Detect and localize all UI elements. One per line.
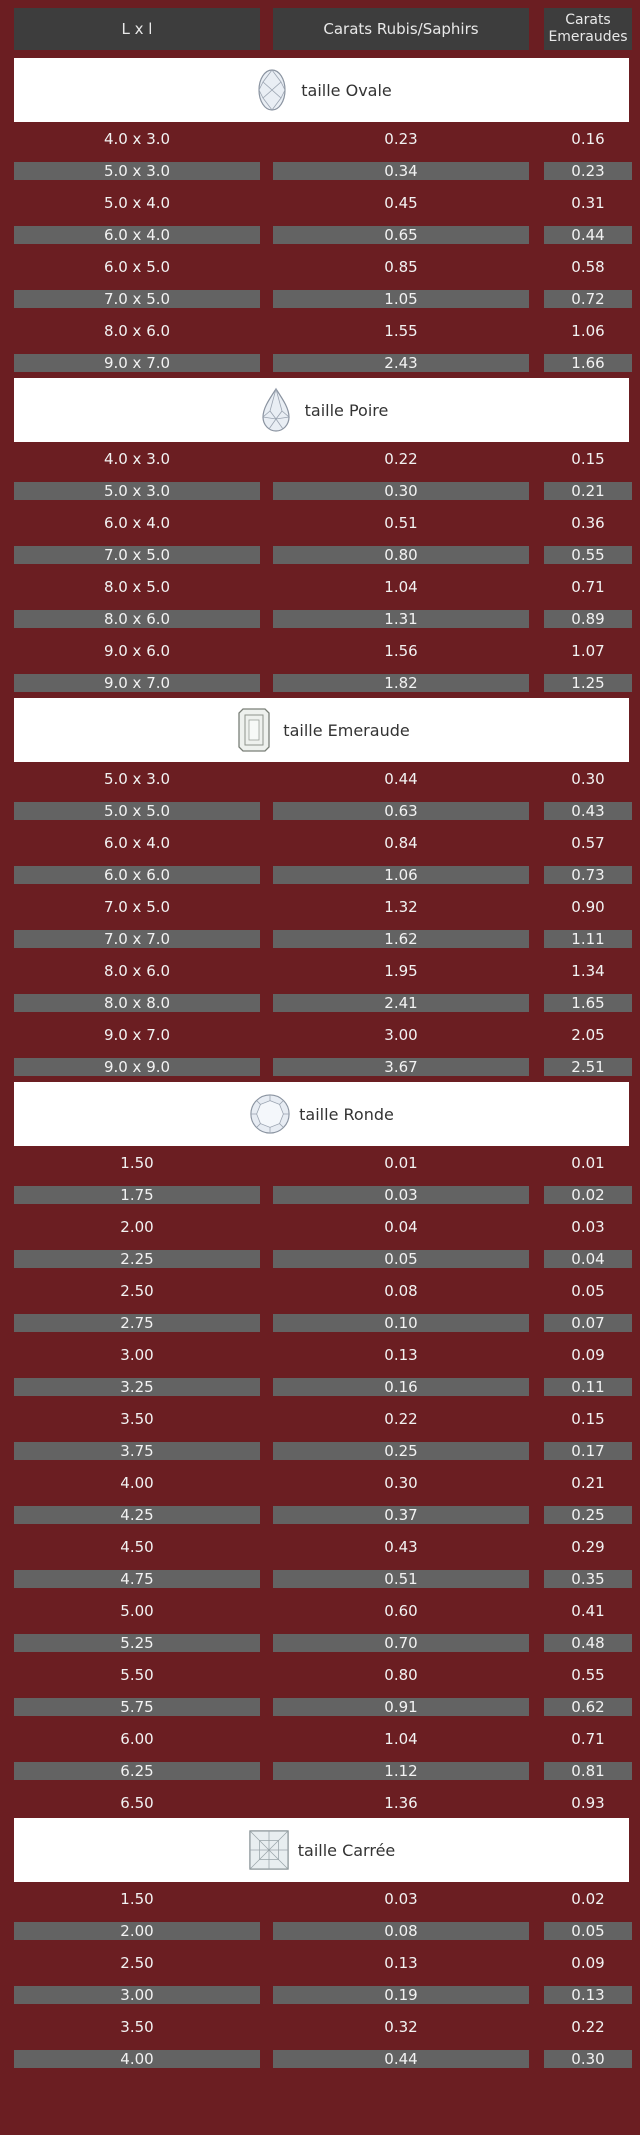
cell-dimensions: 4.75 [14, 1570, 260, 1588]
cell-carats-rubis-saphirs: 0.03 [384, 1890, 418, 1908]
table-row [0, 122, 640, 154]
cell-dimensions: 5.00 [120, 1602, 154, 1620]
column-header-dimensions [14, 8, 260, 50]
cell-carats-emeraudes: 0.73 [544, 866, 632, 884]
cell-carats-emeraudes: 0.71 [571, 578, 605, 596]
cell-carats-emeraudes: 1.65 [544, 994, 632, 1012]
column-header-emeraudes-line2: Emeraudes [548, 29, 628, 45]
emerald-cut-gem-icon [233, 706, 275, 754]
cell-carats-emeraudes: 0.48 [544, 1634, 632, 1652]
cell-carats-emeraudes: 0.90 [571, 898, 605, 916]
table-row [0, 1402, 640, 1434]
cell-carats-rubis-saphirs: 1.32 [384, 898, 418, 916]
cell-carats-rubis-saphirs: 3.00 [384, 1026, 418, 1044]
cell-dimensions: 5.0 x 3.0 [14, 162, 260, 180]
cell-carats-rubis-saphirs: 0.08 [384, 1282, 418, 1300]
cell-carats-emeraudes: 1.07 [571, 642, 605, 660]
cell-carats-rubis-saphirs: 0.13 [384, 1346, 418, 1364]
cell-carats-emeraudes: 0.89 [544, 610, 632, 628]
cell-carats-emeraudes: 0.62 [544, 1698, 632, 1716]
section-label: taille Ronde [299, 1104, 394, 1124]
cell-carats-emeraudes: 0.02 [544, 1186, 632, 1204]
table-row [0, 1690, 640, 1722]
table-row [0, 1306, 640, 1338]
cell-dimensions: 8.0 x 6.0 [14, 610, 260, 628]
cell-carats-emeraudes: 0.31 [571, 194, 605, 212]
table-row [0, 186, 640, 218]
table-row [0, 1050, 640, 1082]
section-header [14, 58, 629, 122]
cell-dimensions: 6.00 [120, 1730, 154, 1748]
section-header [14, 698, 629, 762]
cell-carats-rubis-saphirs: 0.08 [273, 1922, 529, 1940]
cell-dimensions: 6.0 x 4.0 [103, 834, 171, 852]
cell-carats-emeraudes: 0.05 [571, 1282, 605, 1300]
cell-carats-emeraudes: 0.15 [571, 450, 605, 468]
cell-carats-emeraudes: 0.72 [544, 290, 632, 308]
column-header-rubis-saphirs-label: Carats Rubis/Saphirs [323, 19, 479, 38]
cell-carats-rubis-saphirs: 0.22 [384, 450, 418, 468]
cell-dimensions: 2.75 [14, 1314, 260, 1332]
cell-carats-emeraudes: 0.03 [571, 1218, 605, 1236]
cell-carats-rubis-saphirs: 0.30 [273, 482, 529, 500]
cell-dimensions: 2.25 [14, 1250, 260, 1268]
cell-carats-rubis-saphirs: 0.65 [273, 226, 529, 244]
cell-carats-emeraudes: 0.09 [571, 1954, 605, 1972]
cell-dimensions: 3.50 [120, 1410, 154, 1428]
cell-carats-rubis-saphirs: 1.36 [384, 1794, 418, 1812]
cell-dimensions: 6.0 x 5.0 [103, 258, 171, 276]
cell-carats-rubis-saphirs: 1.95 [384, 962, 418, 980]
table-row [0, 1274, 640, 1306]
table-row [0, 474, 640, 506]
cell-carats-rubis-saphirs: 1.62 [273, 930, 529, 948]
cell-carats-emeraudes: 0.71 [571, 1730, 605, 1748]
cell-carats-emeraudes: 0.36 [571, 514, 605, 532]
cell-carats-rubis-saphirs: 1.06 [273, 866, 529, 884]
cell-carats-emeraudes: 0.30 [571, 770, 605, 788]
table-row [0, 1658, 640, 1690]
cell-carats-rubis-saphirs: 1.56 [384, 642, 418, 660]
table-row [0, 1242, 640, 1274]
cell-dimensions: 6.0 x 6.0 [14, 866, 260, 884]
table-row [0, 666, 640, 698]
cell-carats-rubis-saphirs: 0.05 [273, 1250, 529, 1268]
princess-gem-icon [248, 1826, 290, 1874]
cell-dimensions: 2.00 [120, 1218, 154, 1236]
cell-carats-rubis-saphirs: 0.37 [273, 1506, 529, 1524]
cell-dimensions: 5.75 [14, 1698, 260, 1716]
cell-carats-rubis-saphirs: 0.80 [273, 546, 529, 564]
cell-carats-rubis-saphirs: 0.91 [273, 1698, 529, 1716]
cell-carats-emeraudes: 0.16 [571, 130, 605, 148]
table-row [0, 2042, 640, 2074]
cell-dimensions: 9.0 x 7.0 [103, 1026, 171, 1044]
cell-carats-emeraudes: 0.02 [571, 1890, 605, 1908]
table-row [0, 1530, 640, 1562]
section-header [14, 1818, 629, 1882]
cell-dimensions: 8.0 x 5.0 [103, 578, 171, 596]
section-header [14, 1082, 629, 1146]
cell-dimensions: 8.0 x 6.0 [103, 962, 171, 980]
cell-dimensions: 9.0 x 6.0 [103, 642, 171, 660]
cell-carats-rubis-saphirs: 1.82 [273, 674, 529, 692]
cell-carats-rubis-saphirs: 0.84 [384, 834, 418, 852]
table-row [0, 954, 640, 986]
cell-carats-emeraudes: 1.11 [544, 930, 632, 948]
table-row [0, 1146, 640, 1178]
table-row [0, 1946, 640, 1978]
cell-carats-rubis-saphirs: 1.55 [384, 322, 418, 340]
cell-dimensions: 4.25 [14, 1506, 260, 1524]
cell-carats-emeraudes: 0.30 [544, 2050, 632, 2068]
column-header-rubis-saphirs [273, 8, 529, 50]
cell-carats-rubis-saphirs: 0.51 [384, 514, 418, 532]
cell-dimensions: 2.00 [14, 1922, 260, 1940]
cell-dimensions: 2.50 [120, 1282, 154, 1300]
cell-dimensions: 2.50 [120, 1954, 154, 1972]
table-row [0, 1498, 640, 1530]
cell-carats-rubis-saphirs: 0.30 [384, 1474, 418, 1492]
cell-carats-rubis-saphirs: 0.23 [384, 130, 418, 148]
cell-carats-rubis-saphirs: 0.03 [273, 1186, 529, 1204]
cell-carats-emeraudes: 2.05 [571, 1026, 605, 1044]
cell-carats-rubis-saphirs: 3.67 [273, 1058, 529, 1076]
cell-dimensions: 5.0 x 3.0 [103, 770, 171, 788]
cell-carats-rubis-saphirs: 0.44 [273, 2050, 529, 2068]
table-row [0, 1786, 640, 1818]
cell-carats-emeraudes: 0.04 [544, 1250, 632, 1268]
cell-dimensions: 6.0 x 4.0 [103, 514, 171, 532]
cell-dimensions: 5.0 x 3.0 [14, 482, 260, 500]
cell-dimensions: 4.0 x 3.0 [103, 450, 171, 468]
cell-carats-rubis-saphirs: 0.60 [384, 1602, 418, 1620]
cell-dimensions: 9.0 x 7.0 [14, 354, 260, 372]
cell-dimensions: 4.50 [120, 1538, 154, 1556]
table-row [0, 1914, 640, 1946]
cell-carats-emeraudes: 0.41 [571, 1602, 605, 1620]
cell-carats-emeraudes: 0.25 [544, 1506, 632, 1524]
table-row [0, 506, 640, 538]
table-row [0, 602, 640, 634]
cell-dimensions: 6.0 x 4.0 [14, 226, 260, 244]
table-row [0, 1882, 640, 1914]
table-row [0, 218, 640, 250]
cell-dimensions: 5.0 x 5.0 [14, 802, 260, 820]
section-label: taille Poire [304, 400, 389, 420]
cell-carats-emeraudes: 0.29 [571, 1538, 605, 1556]
cell-carats-rubis-saphirs: 1.05 [273, 290, 529, 308]
cell-dimensions: 7.0 x 7.0 [14, 930, 260, 948]
pear-gem-icon [255, 386, 297, 434]
cell-carats-rubis-saphirs: 0.19 [273, 1986, 529, 2004]
section-label: taille Ovale [301, 80, 392, 100]
cell-dimensions: 3.00 [14, 1986, 260, 2004]
table-row [0, 762, 640, 794]
cell-carats-rubis-saphirs: 0.32 [384, 2018, 418, 2036]
cell-dimensions: 9.0 x 7.0 [14, 674, 260, 692]
table-row [0, 1562, 640, 1594]
cell-carats-rubis-saphirs: 0.80 [384, 1666, 418, 1684]
table-row [0, 1754, 640, 1786]
cell-dimensions: 4.00 [120, 1474, 154, 1492]
table-row [0, 314, 640, 346]
cell-carats-rubis-saphirs: 0.34 [273, 162, 529, 180]
cell-carats-emeraudes: 0.07 [544, 1314, 632, 1332]
cell-carats-emeraudes: 1.34 [571, 962, 605, 980]
table-row [0, 858, 640, 890]
table-row [0, 1178, 640, 1210]
cell-dimensions: 8.0 x 6.0 [103, 322, 171, 340]
table-row [0, 1370, 640, 1402]
cell-carats-rubis-saphirs: 0.44 [384, 770, 418, 788]
table-row [0, 1210, 640, 1242]
cell-carats-rubis-saphirs: 2.41 [273, 994, 529, 1012]
section-label: taille Carrée [297, 1840, 396, 1860]
cell-carats-emeraudes: 0.13 [544, 1986, 632, 2004]
cell-dimensions: 5.25 [14, 1634, 260, 1652]
table-row [0, 922, 640, 954]
table-row [0, 154, 640, 186]
oval-gem-icon [251, 66, 293, 114]
table-row [0, 794, 640, 826]
cell-carats-rubis-saphirs: 0.85 [384, 258, 418, 276]
cell-carats-emeraudes: 0.21 [544, 482, 632, 500]
cell-carats-rubis-saphirs: 0.22 [384, 1410, 418, 1428]
cell-dimensions: 3.75 [14, 1442, 260, 1460]
cell-carats-emeraudes: 0.22 [571, 2018, 605, 2036]
cell-carats-emeraudes: 0.57 [571, 834, 605, 852]
cell-carats-rubis-saphirs: 2.43 [273, 354, 529, 372]
table-row [0, 570, 640, 602]
cell-carats-rubis-saphirs: 0.63 [273, 802, 529, 820]
cell-carats-emeraudes: 0.05 [544, 1922, 632, 1940]
table-row [0, 634, 640, 666]
cell-carats-emeraudes: 0.09 [571, 1346, 605, 1364]
table-row [0, 986, 640, 1018]
table-row [0, 2010, 640, 2042]
cell-carats-emeraudes: 0.21 [571, 1474, 605, 1492]
table-row [0, 538, 640, 570]
cell-carats-emeraudes: 0.81 [544, 1762, 632, 1780]
cell-carats-emeraudes: 0.11 [544, 1378, 632, 1396]
cell-carats-rubis-saphirs: 0.51 [273, 1570, 529, 1588]
cell-carats-rubis-saphirs: 0.45 [384, 194, 418, 212]
cell-carats-emeraudes: 0.15 [571, 1410, 605, 1428]
table-row [0, 1338, 640, 1370]
cell-dimensions: 7.0 x 5.0 [103, 898, 171, 916]
cell-carats-rubis-saphirs: 0.01 [384, 1154, 418, 1172]
cell-carats-rubis-saphirs: 0.25 [273, 1442, 529, 1460]
cell-carats-rubis-saphirs: 0.16 [273, 1378, 529, 1396]
column-header-dimensions-label: L x l [121, 19, 153, 38]
cell-dimensions: 6.50 [120, 1794, 154, 1812]
cell-dimensions: 6.25 [14, 1762, 260, 1780]
cell-dimensions: 4.0 x 3.0 [103, 130, 171, 148]
cell-carats-rubis-saphirs: 0.43 [384, 1538, 418, 1556]
table-row [0, 1434, 640, 1466]
cell-carats-emeraudes: 0.44 [544, 226, 632, 244]
table-row [0, 890, 640, 922]
cell-dimensions: 5.0 x 4.0 [103, 194, 171, 212]
cell-dimensions: 1.75 [14, 1186, 260, 1204]
table-row [0, 1594, 640, 1626]
section-label: taille Emeraude [283, 720, 410, 740]
cell-carats-emeraudes: 1.66 [544, 354, 632, 372]
cell-carats-emeraudes: 2.51 [544, 1058, 632, 1076]
table-row [0, 1466, 640, 1498]
cell-dimensions: 5.50 [120, 1666, 154, 1684]
table-row [0, 250, 640, 282]
round-gem-icon [249, 1090, 291, 1138]
cell-carats-rubis-saphirs: 0.10 [273, 1314, 529, 1332]
cell-carats-rubis-saphirs: 1.12 [273, 1762, 529, 1780]
cell-carats-rubis-saphirs: 1.04 [384, 578, 418, 596]
column-header-emeraudes [544, 8, 632, 50]
cell-carats-emeraudes: 1.06 [571, 322, 605, 340]
cell-carats-emeraudes: 0.55 [544, 546, 632, 564]
cell-dimensions: 7.0 x 5.0 [14, 546, 260, 564]
cell-carats-rubis-saphirs: 1.31 [273, 610, 529, 628]
cell-carats-emeraudes: 0.43 [544, 802, 632, 820]
table-row [0, 346, 640, 378]
section-header [14, 378, 629, 442]
cell-dimensions: 9.0 x 9.0 [14, 1058, 260, 1076]
cell-dimensions: 4.00 [14, 2050, 260, 2068]
cell-carats-emeraudes: 0.23 [544, 162, 632, 180]
table-row [0, 1626, 640, 1658]
cell-dimensions: 7.0 x 5.0 [14, 290, 260, 308]
cell-carats-emeraudes: 0.93 [571, 1794, 605, 1812]
cell-dimensions: 1.50 [120, 1890, 154, 1908]
cell-dimensions: 8.0 x 8.0 [14, 994, 260, 1012]
column-header-emeraudes-line1: Carats [565, 12, 611, 28]
table-row [0, 1018, 640, 1050]
cell-carats-rubis-saphirs: 0.04 [384, 1218, 418, 1236]
cell-carats-rubis-saphirs: 1.04 [384, 1730, 418, 1748]
cell-dimensions: 3.50 [120, 2018, 154, 2036]
cell-carats-emeraudes: 0.01 [571, 1154, 605, 1172]
cell-carats-emeraudes: 0.35 [544, 1570, 632, 1588]
cell-carats-emeraudes: 0.55 [571, 1666, 605, 1684]
table-row [0, 1978, 640, 2010]
cell-dimensions: 3.25 [14, 1378, 260, 1396]
cell-carats-emeraudes: 1.25 [544, 674, 632, 692]
cell-carats-rubis-saphirs: 0.70 [273, 1634, 529, 1652]
cell-dimensions: 3.00 [120, 1346, 154, 1364]
table-row [0, 442, 640, 474]
cell-carats-emeraudes: 0.17 [544, 1442, 632, 1460]
table-row [0, 826, 640, 858]
cell-carats-emeraudes: 0.58 [571, 258, 605, 276]
cell-carats-rubis-saphirs: 0.13 [384, 1954, 418, 1972]
table-row [0, 1722, 640, 1754]
table-row [0, 282, 640, 314]
cell-dimensions: 1.50 [120, 1154, 154, 1172]
